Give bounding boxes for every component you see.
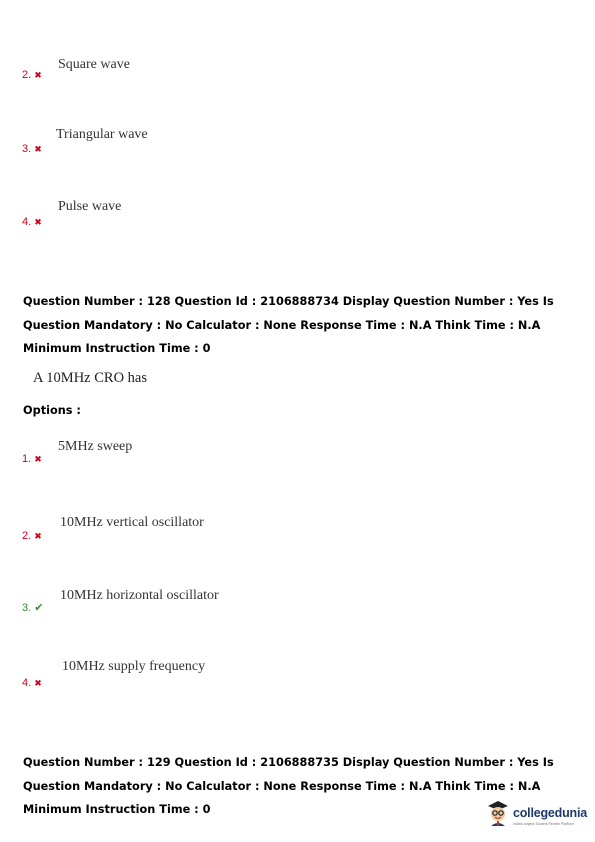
logo-tagline: India's largest Student Review Platform [512, 822, 574, 826]
cross-icon: ✖ [34, 144, 42, 154]
option-number: 3. [22, 143, 32, 155]
option-4-text: Pulse wave [58, 199, 122, 214]
option-4-text: 10MHz supply frequency [62, 659, 206, 674]
option-3-number [22, 601, 43, 614]
option-2-number [22, 69, 42, 81]
option-number: 4. [22, 216, 32, 228]
option-4-number [22, 216, 42, 228]
option-3-text: Triangular wave [56, 127, 148, 142]
option-number: 1. [22, 453, 32, 465]
student-mascot-icon [486, 800, 510, 828]
check-icon: ✔ [34, 602, 44, 614]
question-128-meta: Question Number : 128 Question Id : 2106888734 Display Question Number : Yes Is Question Mandatory : No Calculator : None Response Time : N.A Think Time : N.A Minimum Instruction Time : 0 [23, 295, 554, 355]
option-2-number [22, 530, 42, 542]
option-4-number [22, 677, 42, 689]
question-128-text: A 10MHz CRO has [33, 370, 147, 386]
cross-icon: ✖ [34, 70, 42, 80]
option-1-number [22, 453, 42, 465]
cross-icon: ✖ [34, 531, 42, 541]
option-1-text: 5MHz sweep [58, 439, 133, 454]
option-2-text: 10MHz vertical oscillator [60, 515, 204, 530]
cross-icon: ✖ [34, 217, 42, 227]
option-number: 2. [22, 69, 32, 81]
logo-name: collegedunia [512, 806, 587, 820]
option-3-number [22, 143, 42, 155]
option-number: 4. [22, 677, 32, 689]
question-129-meta: Question Number : 129 Question Id : 2106888735 Display Question Number : Yes Is Question Mandatory : No Calculator : None Response Time : N.A Think Time : N.A Minimum Instruction Time : 0 [23, 756, 554, 816]
option-3-text: 10MHz horizontal oscillator [60, 588, 219, 603]
options-label: Options : [23, 404, 81, 417]
collegedunia-logo [486, 800, 587, 828]
option-2-text: Square wave [58, 57, 130, 72]
option-number: 2. [22, 530, 32, 542]
cross-icon: ✖ [34, 454, 42, 464]
cross-icon: ✖ [34, 678, 42, 688]
option-number: 3. [22, 602, 32, 614]
